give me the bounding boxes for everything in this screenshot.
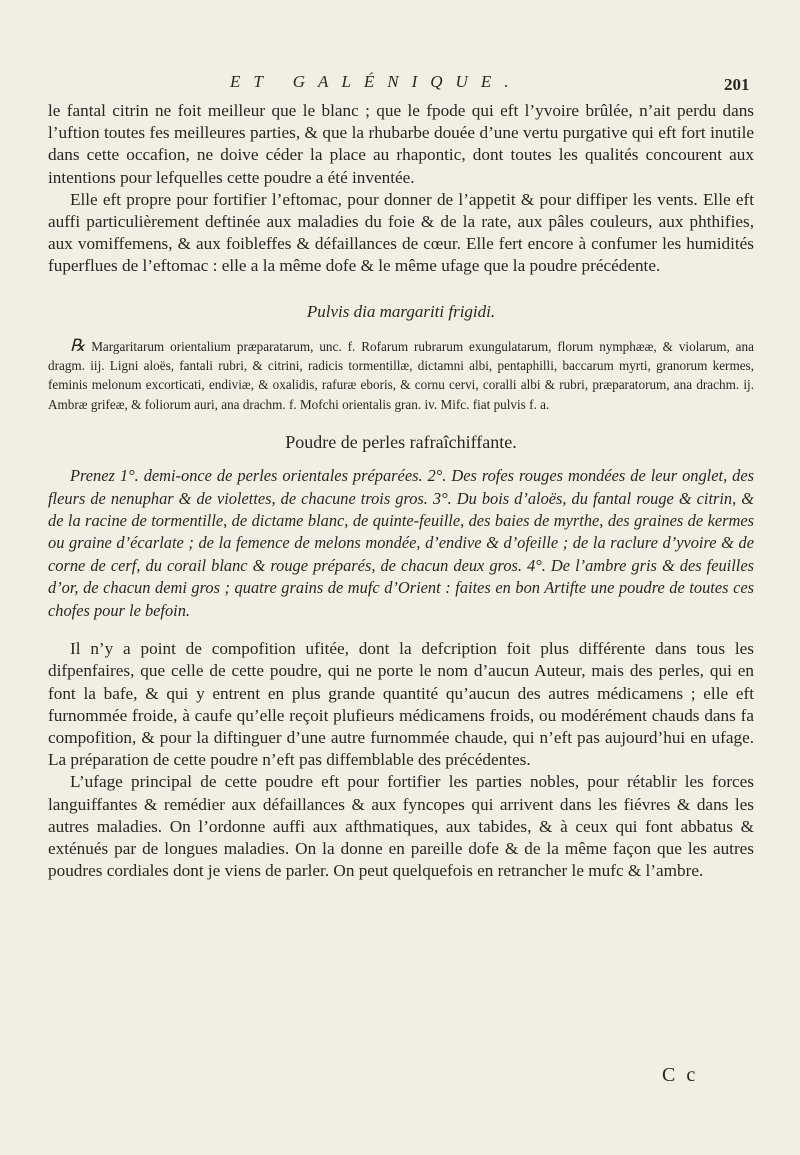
paragraph-3: Il n’y a point de compofition ufitée, dont la defcription foit plus différente dans tous les difpenfaires, que celle de cette poudre, qui ne porte le nom d’aucun Auteur, mais des perles, qui en font la bafe, & qui y entrent en plus grande quantité qu’aucun des autres médicamens ; elle eft furnommée froide, à caufe qu’elle reçoit plufieurs médicamens froids, ou modérément chauds dans fa compofition, & pour la diftinguer d’une autre furnommée chaude, qui n’eft pas aujourd’hui en ufage. La préparation de cette poudre n’eft pas diffemblable des précédentes. (48, 639, 754, 770)
paragraph-2: Elle eft propre pour fortifier l’eftomac, pour donner de l’appetit & pour diffiper les vents. Elle eft auffi particulièrement deftinée aux maladies du foie & de la rate, aux pâles couleurs, aux phthifies, aux vomiffemens, & aux foibleffes & défaillances de cœur. Elle fert encore à confumer les humidités fuperflues de l’eftomac : elle a la même dofe & le même ufage que la poudre précédente. (48, 189, 754, 276)
catchword: C c (662, 1064, 699, 1086)
latin-recipe-title: Pulvis dia margariti frigidi. (306, 301, 496, 321)
french-recipe-lead: Prenez (70, 466, 115, 486)
recipe-icon: ℞ (70, 335, 86, 355)
paragraph-4: L’ufage principal de cette poudre eft pour fortifier les parties nobles, pour rétablir les forces languiffantes & remédier aux défaillances & aux fyncopes qui arrivent dans les fiévres & dans les autres maladies. On l’ordonne auffi aux afthmatiques, aux tabides, & à ceux qui font abbatus & exténués par de longues maladies. On la donne en pareille dofe & de la même façon que les autres poudres cordiales dont je viens de parler. On peut quelquefois en retrancher le mufc & l’ambre. (48, 772, 754, 881)
french-recipe-title: Poudre de perles rafraîchiffante. (285, 432, 517, 453)
latin-recipe-text: Margaritarum orientalium præparatarum, unc. f. Rofarum rubrarum exungulatarum, florum nymphææ, & violarum, ana dragm. iij. Ligni aloës, fantali rubri, & citrini, radicis tormentillæ, dictamni albi, pentaphilli, baccarum myrti, granorum kermes, feminis melonum excorticati, endiviæ, & oxalidis, rafuræ eboris, & cornu cervi, coralli albi & rubri, præparatorum, ana drachm. ij. Ambræ grifeæ, & foliorum auri, ana drachm. f. Mofchi orientalis gran. iv. Mifc. fiat pulvis f. a. (48, 338, 754, 412)
french-recipe-text: 1°. demi-once de perles orientales préparées. 2°. Des rofes rouges mondées de leur onglet, des fleurs de nenuphar & de violettes, de chacune trois gros. 3°. Du bois d’aloës, du fantal rouge & citrin, & de la racine de tormentille, de dictame blanc, de quinte-feuille, des baies de myrthe, des graines de kermes ou graine d’écarlate ; de la femence de melons mondée, d’endive & d’ofeille ; de la raclure d’yvoire & de corne de cerf, du corail blanc & rouge préparés, de chacun deux gros. 4°. De l’ambre gris & des feuilles d’or, de chacun demi gros ; quatre grains de mufc d’Orient : faites en bon Artifte une poudre de toutes ces chofes pour le befoin. (48, 466, 754, 620)
page-number: 201 (724, 75, 750, 94)
page-body (48, 68, 754, 882)
paragraph-1: le fantal citrin ne foit meilleur que le blanc ; que le fpode qui eft l’yvoire brûlée, n’ait perdu dans l’uftion toutes fes meilleures parties, & que la rhubarbe douée d’une vertu purgative qui eft fort inutile dans cette occafion, ne doive céder la place au rhapontic, dont toutes les qualités concourent aux intentions pour lefquelles cette poudre a été inventée. (48, 101, 754, 187)
french-recipe (48, 465, 754, 622)
latin-recipe (48, 336, 754, 415)
running-title: ET GALÉNIQUE. (230, 72, 522, 91)
